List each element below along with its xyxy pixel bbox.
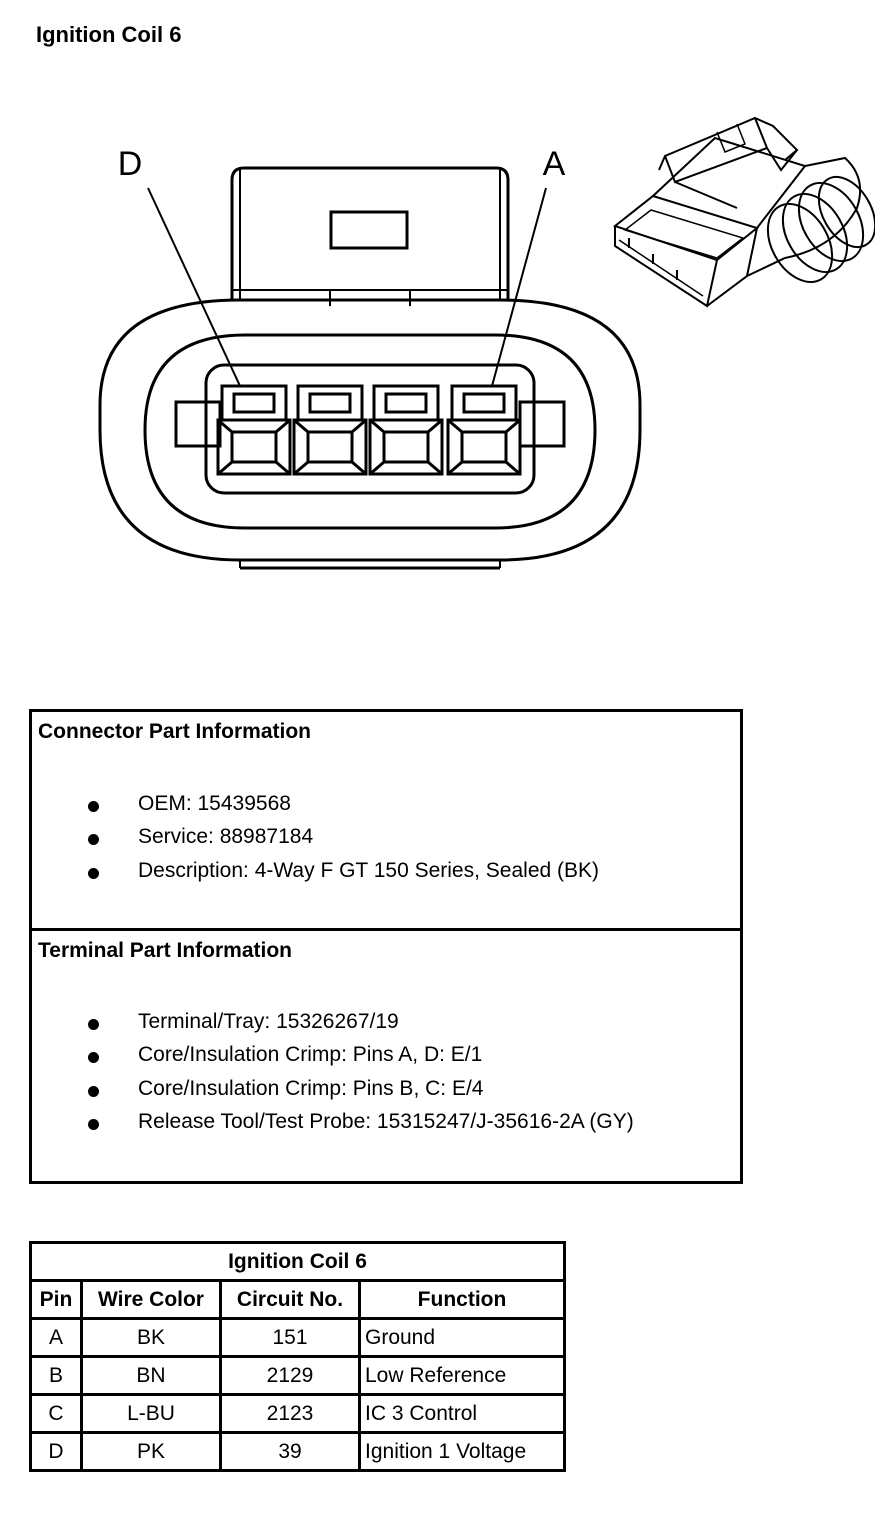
column-header: Function — [360, 1281, 565, 1319]
bullet-icon — [88, 1052, 99, 1063]
table-cell: Ground — [360, 1319, 565, 1357]
bullet-icon — [88, 834, 99, 845]
table-cell: PK — [82, 1433, 221, 1471]
table-cell: Low Reference — [360, 1357, 565, 1395]
table-row — [31, 1319, 565, 1357]
connector-part-info-heading: Connector Part Information — [38, 720, 312, 743]
cavity-a — [448, 386, 520, 474]
table-cell: A — [31, 1319, 82, 1357]
column-header: Circuit No. — [221, 1281, 360, 1319]
table-header-row — [31, 1281, 565, 1319]
page-title: Ignition Coil 6 — [36, 22, 182, 47]
table-cell: 2129 — [221, 1357, 360, 1395]
terminal-part-info-section: Terminal Part Information Terminal/Tray: 15326267/19 Core/Insulation Crimp: Pins A, D: E/1 Core/Insulation Crimp: Pins B, C: E/4 Release Tool/Test Probe: 15315247/J-35616-2A (GY) — [38, 939, 634, 1133]
table-cell: 39 — [221, 1433, 360, 1471]
column-header: Wire Color — [82, 1281, 221, 1319]
table-caption-row — [31, 1243, 565, 1281]
bullet-icon — [88, 1119, 99, 1130]
connector-part-info-section: Connector Part Information OEM: 15439568 Service: 88987184 Description: 4-Way F GT 150 Series, Sealed (BK) — [32, 712, 740, 931]
connector-face-diagram — [0, 120, 680, 580]
cavity-c — [294, 386, 366, 474]
table-cell: BK — [82, 1319, 221, 1357]
table-cell: Ignition 1 Voltage — [360, 1433, 565, 1471]
table-cell: L-BU — [82, 1395, 221, 1433]
terminal-part-info-heading: Terminal Part Information — [38, 939, 292, 962]
table-cell: C — [31, 1395, 82, 1433]
bullet-icon — [88, 868, 99, 879]
table-row — [31, 1395, 565, 1433]
part-information-box — [29, 709, 743, 1184]
table-caption: Ignition Coil 6 — [31, 1243, 565, 1281]
cavity-d — [218, 386, 290, 474]
table-row — [31, 1433, 565, 1471]
table-cell: 2123 — [221, 1395, 360, 1433]
cavity-b — [370, 386, 442, 474]
pin-table — [29, 1241, 566, 1472]
bullet-icon — [88, 1019, 99, 1030]
connector-isometric-image — [605, 108, 875, 318]
table-cell: BN — [82, 1357, 221, 1395]
bullet-icon — [88, 801, 99, 812]
table-cell: B — [31, 1357, 82, 1395]
column-header: Pin — [31, 1281, 82, 1319]
bullet-icon — [88, 1086, 99, 1097]
pin-d-label: D — [117, 145, 143, 183]
table-cell: D — [31, 1433, 82, 1471]
table-cell: IC 3 Control — [360, 1395, 565, 1433]
pin-a-label: A — [542, 145, 566, 183]
table-row — [31, 1357, 565, 1395]
table-cell: 151 — [221, 1319, 360, 1357]
